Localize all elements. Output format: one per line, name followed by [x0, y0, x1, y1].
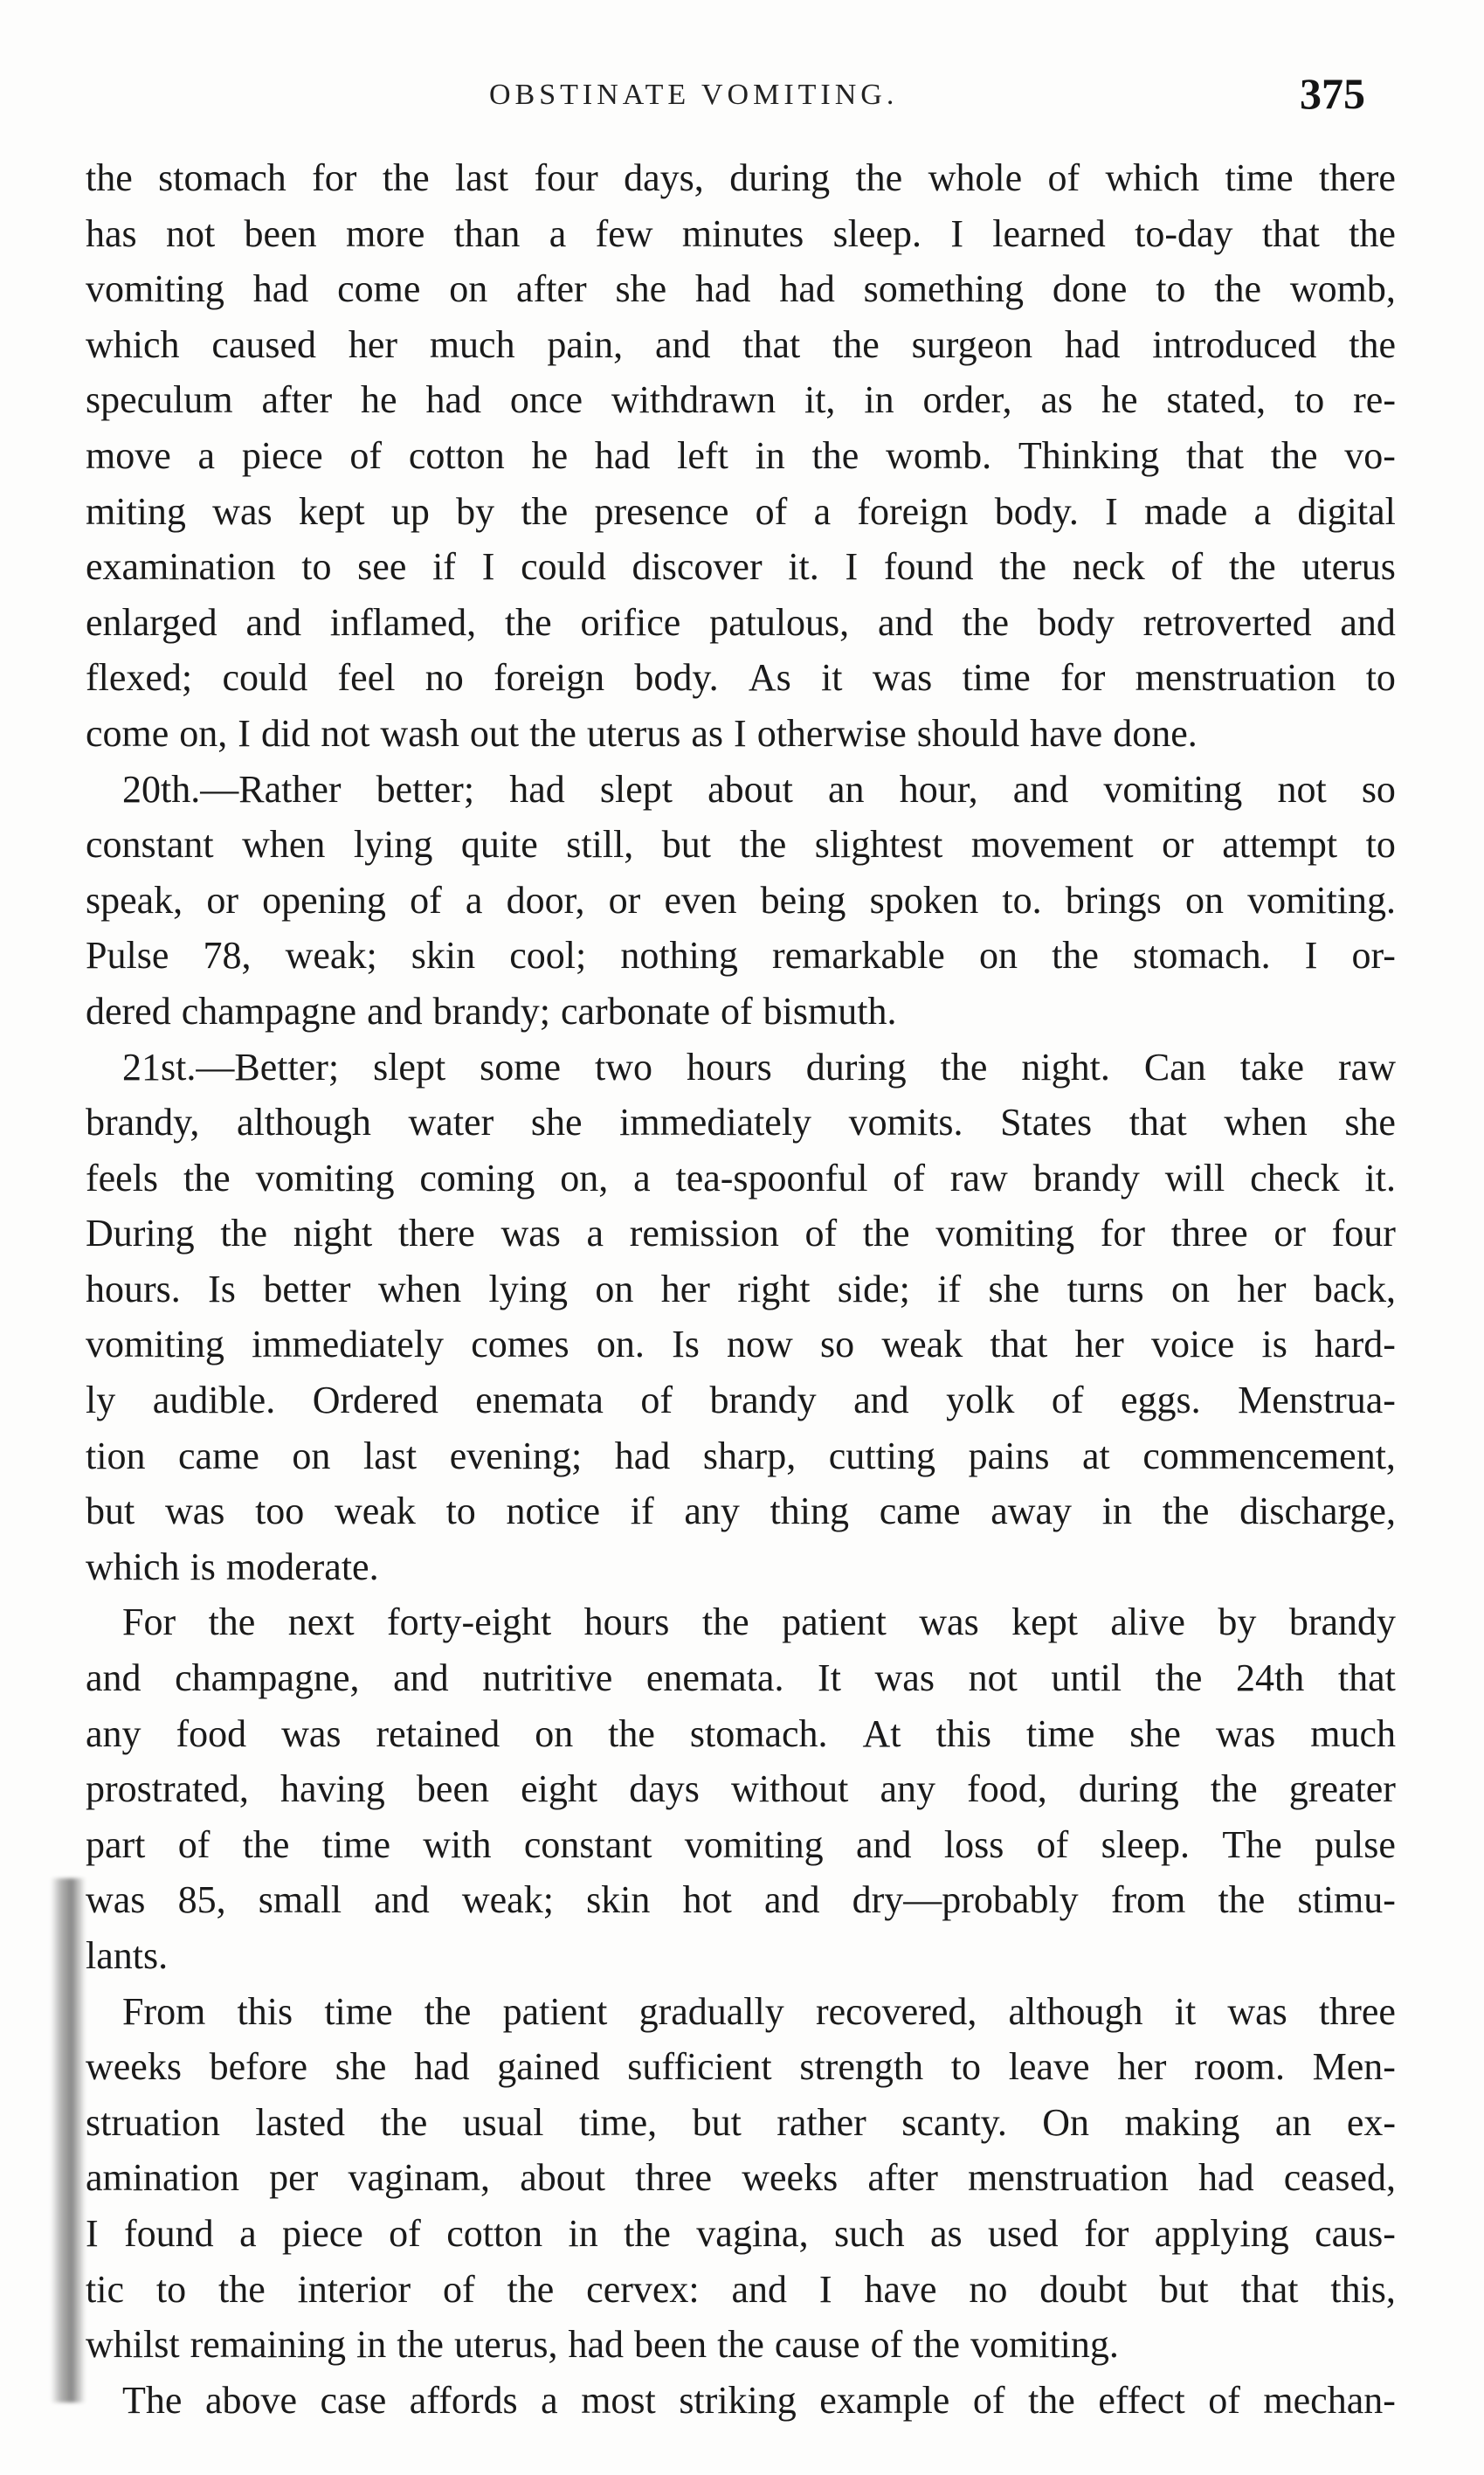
- text-line: tion came on last evening; had sharp, cutting pains at commencement,: [86, 1434, 1396, 1477]
- text-line: feels the vomiting coming on, a tea-spoonful of raw brandy will check it.: [86, 1156, 1396, 1199]
- text-line: struation lasted the usual time, but rather scanty. On making an ex-: [86, 2100, 1396, 2144]
- text-line: flexed; could feel no foreign body. As it was time for menstruation to: [86, 656, 1396, 700]
- text-line: For the next forty-eight hours the patient was kept alive by brandy: [122, 1600, 1396, 1644]
- text-line: amination per vaginam, about three weeks after menstruation had ceased,: [86, 2156, 1396, 2200]
- text-line: come on, I did not wash out the uterus as I otherwise should have done.: [86, 711, 1198, 755]
- paragraph: [86, 1594, 1396, 1983]
- text-line: examination to see if I could discover it. I found the neck of the uterus: [86, 545, 1396, 589]
- text-line: speculum after he had once withdrawn it, in order, as he stated, to re-: [86, 378, 1396, 422]
- text-line: hours. Is better when lying on her right side; if she turns on her back,: [86, 1267, 1396, 1310]
- text-line: miting was kept up by the presence of a foreign body. I made a digital: [86, 489, 1396, 533]
- body-text: [86, 150, 1396, 2428]
- page-number: 375: [1300, 69, 1365, 118]
- text-line: lants.: [86, 1934, 169, 1977]
- text-line: brandy, although water she immediately vomits. States that when she: [86, 1101, 1396, 1144]
- text-line: move a piece of cotton he had left in the womb. Thinking that the vo-: [86, 433, 1396, 477]
- text-line: The above case affords a most striking example of the effect of mechan-: [122, 2378, 1396, 2422]
- running-head: [0, 68, 1484, 129]
- text-line: and champagne, and nutritive enemata. It was not until the 24th that: [86, 1656, 1396, 1700]
- paragraph: [86, 1984, 1396, 2373]
- text-line: the stomach for the last four days, during the whole of which time there: [86, 156, 1396, 199]
- text-line: was 85, small and weak; skin hot and dry—probably from the stimu-: [86, 1878, 1396, 1922]
- text-line: speak, or opening of a door, or even being spoken to. brings on vomiting.: [86, 878, 1396, 922]
- text-line: tic to the interior of the cervex: and I have no doubt but that this,: [86, 2267, 1396, 2311]
- text-line: but was too weak to notice if any thing came away in the discharge,: [86, 1490, 1396, 1533]
- paragraph: [86, 150, 1396, 762]
- text-line: constant when lying quite still, but the slightest movement or attempt to: [86, 823, 1396, 867]
- running-title: OBSTINATE VOMITING.: [489, 79, 899, 111]
- text-line: Pulse 78, weak; skin cool; nothing remarkable on the stomach. I or-: [86, 934, 1396, 978]
- text-line: 21st.—Better; slept some two hours during the night. Can take raw: [122, 1045, 1396, 1089]
- paragraph: [86, 1040, 1396, 1595]
- text-line: vomiting immediately comes on. Is now so weak that her voice is hard-: [86, 1323, 1396, 1366]
- paragraph: [86, 762, 1396, 1040]
- text-line: I found a piece of cotton in the vagina, such as used for applying caus-: [86, 2211, 1396, 2255]
- text-line: enlarged and inflamed, the orifice patulous, and the body retroverted and: [86, 600, 1396, 644]
- text-line: During the night there was a remission of the vomiting for three or four: [86, 1212, 1396, 1255]
- text-line: part of the time with constant vomiting and loss of sleep. The pulse: [86, 1822, 1396, 1866]
- paragraph: [86, 2373, 1396, 2429]
- binding-shadow: [51, 1878, 86, 2402]
- text-line: prostrated, having been eight days without any food, during the greater: [86, 1767, 1396, 1811]
- text-line: weeks before she had gained sufficient strength to leave her room. Men-: [86, 2045, 1396, 2089]
- text-line: any food was retained on the stomach. At this time she was much: [86, 1711, 1396, 1755]
- text-line: vomiting had come on after she had had something done to the womb,: [86, 267, 1396, 311]
- text-line: ly audible. Ordered enemata of brandy and yolk of eggs. Menstrua-: [86, 1379, 1396, 1422]
- text-line: 20th.—Rather better; had slept about an hour, and vomiting not so: [122, 767, 1396, 811]
- text-line: dered champagne and brandy; carbonate of bismuth.: [86, 989, 897, 1033]
- text-line: which is moderate.: [86, 1545, 379, 1588]
- text-line: has not been more than a few minutes sleep. I learned to-day that the: [86, 211, 1396, 255]
- text-line: whilst remaining in the uterus, had been the cause of the vomiting.: [86, 2323, 1119, 2367]
- text-line: From this time the patient gradually recovered, although it was three: [122, 1989, 1396, 2033]
- text-line: which caused her much pain, and that the surgeon had introduced the: [86, 322, 1396, 366]
